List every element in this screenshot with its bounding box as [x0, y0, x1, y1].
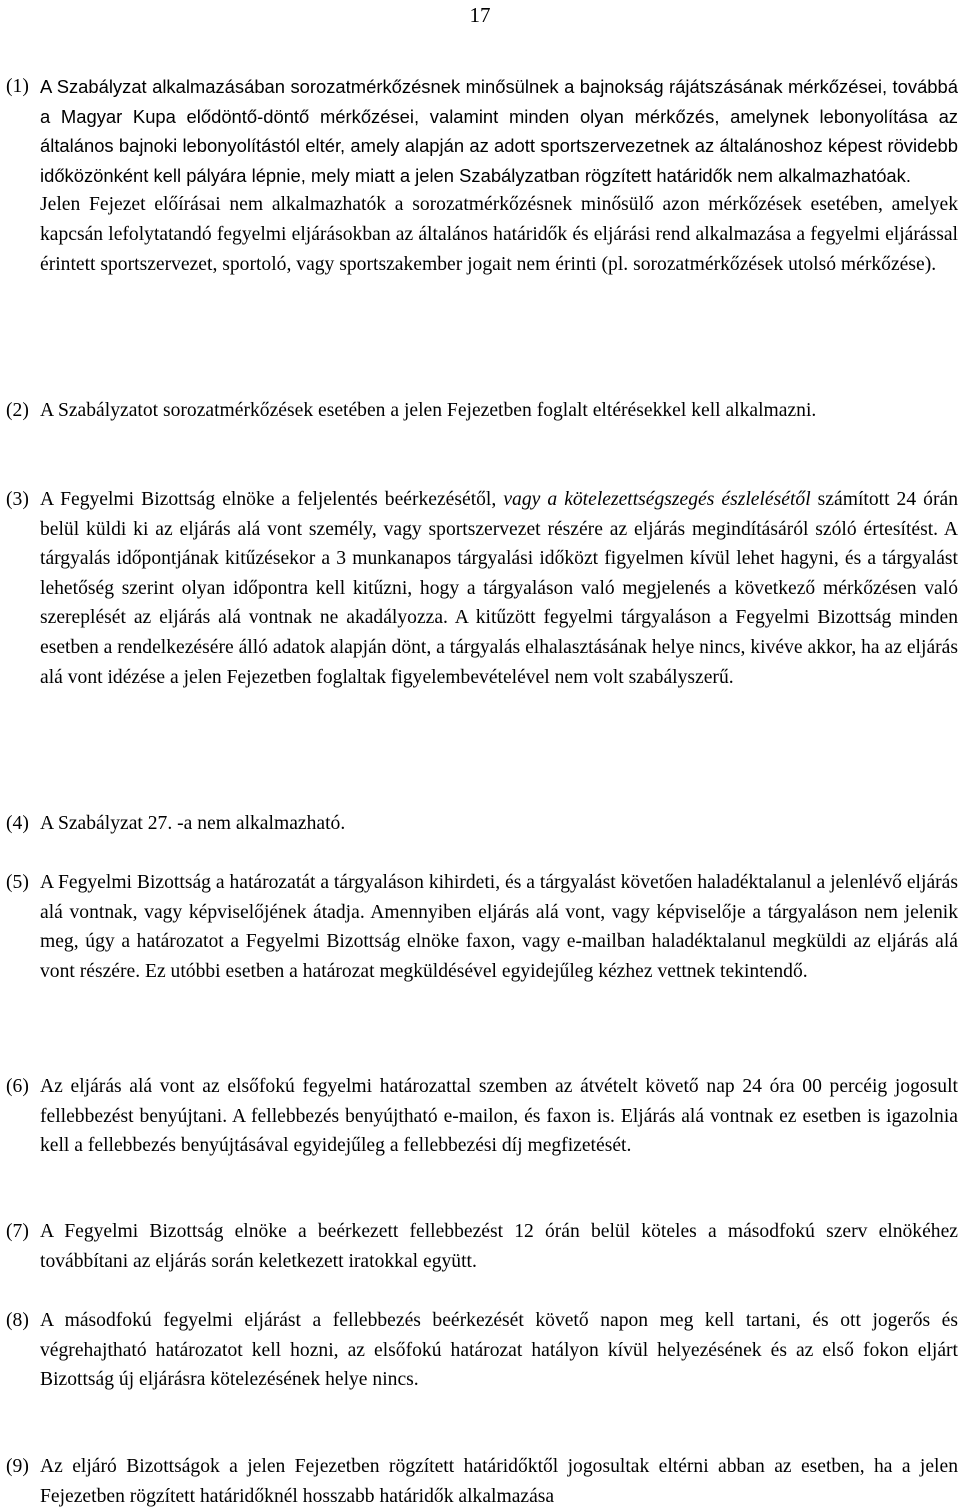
- paragraph-number: (4): [6, 813, 29, 834]
- paragraph-text: A Szabályzat alkalmazásában sorozatmérkőzésnek minősülnek a bajnokság rájátszásának mérkőzései, továbbá a Magyar Kupa elődöntő-döntő mérkőzései, valamint minden olyan mérkőzés, amelynek lebonyolítása az általános bajnoki lebonyolítástól eltér, amely alapján az adott sportszervezetnek az általánoshoz képest rövidebb időközönként kell pályára lépnie, mely miatt a jelen Szabályzatban rögzített határidők nem alkalmazhatóak.: [40, 76, 958, 186]
- paragraph-7: [0, 1217, 960, 1276]
- paragraph-number: (8): [6, 1310, 29, 1331]
- paragraph-8: [0, 1306, 960, 1395]
- paragraph-text: A Szabályzatot sorozatmérkőzések esetében a jelen Fejezetben foglalt eltérésekkel kell alkalmazni.: [40, 400, 817, 421]
- paragraph-text: Az eljáró Bizottságok a jelen Fejezetben rögzített határidőktől jogosultak eltérni abban az esetben, ha a jelen Fejezetben rögzített határidőknél hosszabb határidők alkalmazása: [40, 1456, 958, 1507]
- paragraph-number: (9): [6, 1456, 29, 1477]
- paragraph-text: Jelen Fejezet előírásai nem alkalmazhatók a sorozatmérkőzésnek minősülő azon mérkőzések esetében, amelyek kapcsán lefolytatandó fegyelmi eljárásokban az általános határidők és eljárási rend alkalmazása a fegyelmi eljárással érintett sportszervezet, sportoló, vagy sportszakember jogait nem érinti (pl. sorozatmérkőzések utolsó mérkőzése).: [40, 194, 958, 275]
- paragraph-1: [0, 72, 960, 279]
- paragraph-3: [0, 485, 960, 692]
- text-run: A Fegyelmi Bizottság elnöke a feljelentés beérkezésétől,: [40, 489, 504, 510]
- paragraph-number: (7): [6, 1221, 29, 1242]
- paragraph-4: [0, 809, 960, 839]
- paragraph-number: (3): [6, 489, 29, 510]
- paragraph-number: (2): [6, 400, 29, 421]
- paragraph-9: [0, 1452, 960, 1511]
- paragraph-text: Az eljárás alá vont az elsőfokú fegyelmi határozattal szemben az átvételt követő nap 24 óra 00 percéig jogosult fellebbezést benyújtani. A fellebbezés benyújtható e-mailon, és faxon is. Eljárás alá vontnak ez esetben is igazolnia kell a fellebbezés benyújtásával egyidejűleg a fellebbezési díj megfizetését.: [40, 1076, 958, 1157]
- paragraph-number: (1): [6, 76, 29, 97]
- page-number: 17: [469, 3, 491, 27]
- paragraph-text: A Fegyelmi Bizottság a határozatát a tárgyaláson kihirdeti, és a tárgyalást követően haladéktalanul a jelenlévő eljárás alá vontnak, vagy képviselőjének átadja. Amennyiben eljárás alá vont, vagy képviselője a tárgyaláson nem jelenik meg, úgy a határozatot a Fegyelmi Bizottság elnöke faxon, vagy e-mailban haladéktalanul megküldi az eljárás alá vont részére. Ez utóbbi esetben a határozat megküldésével egyidejűleg kézhez vettnek tekintendő.: [40, 872, 958, 982]
- paragraph-6: [0, 1072, 960, 1161]
- paragraph-text: A Szabályzat 27. -a nem alkalmazható.: [40, 813, 346, 834]
- text-run: számított 24 órán belül küldi ki az eljárás alá vont személy, vagy sportszervezet részére az eljárás megindításáról szóló értesítést. A tárgyalás időpontjának kitűzésekor a 3 munkanapos tárgyalási időközt figyelmen kívül lehet hagyni, és a tárgyalást lehetőség szerint olyan időpontra kell kitűzni, hogy a tárgyaláson való megjelenés a következő mérkőzésen való szereplését az eljárás alá vontnak ne akadályozza. A kitűzött fegyelmi tárgyaláson a Fegyelmi Bizottság minden esetben a rendelkezésére álló adatok alapján dönt, a tárgyalás elhalasztásának helye nincs, kivéve akkor, ha az eljárás alá vont idézése a jelen Fejezetben foglaltak figyelembevételével nem volt szabályszerű.: [40, 489, 959, 688]
- italic-text-run: vagy a kötelezettségszegés észlelésétől: [503, 489, 811, 510]
- paragraph-2: [0, 396, 960, 426]
- paragraph-5: [0, 868, 960, 986]
- paragraph-number: (5): [6, 872, 29, 893]
- paragraph-text: A Fegyelmi Bizottság elnöke a beérkezett fellebbezést 12 órán belül köteles a másodfokú szerv elnökéhez továbbítani az eljárás során keletkezett iratokkal együtt.: [40, 1221, 958, 1272]
- paragraph-text: [40, 485, 958, 692]
- paragraph-text: A másodfokú fegyelmi eljárást a fellebbezés beérkezését követő napon meg kell tartani, és ott jogerős és végrehajtható határozatot kell hozni, az elsőfokú határozat hatályon kívül helyezésének és az első fokon eljárt Bizottság új eljárásra kötelezésének helye nincs.: [40, 1310, 958, 1391]
- paragraph-number: (6): [6, 1076, 29, 1097]
